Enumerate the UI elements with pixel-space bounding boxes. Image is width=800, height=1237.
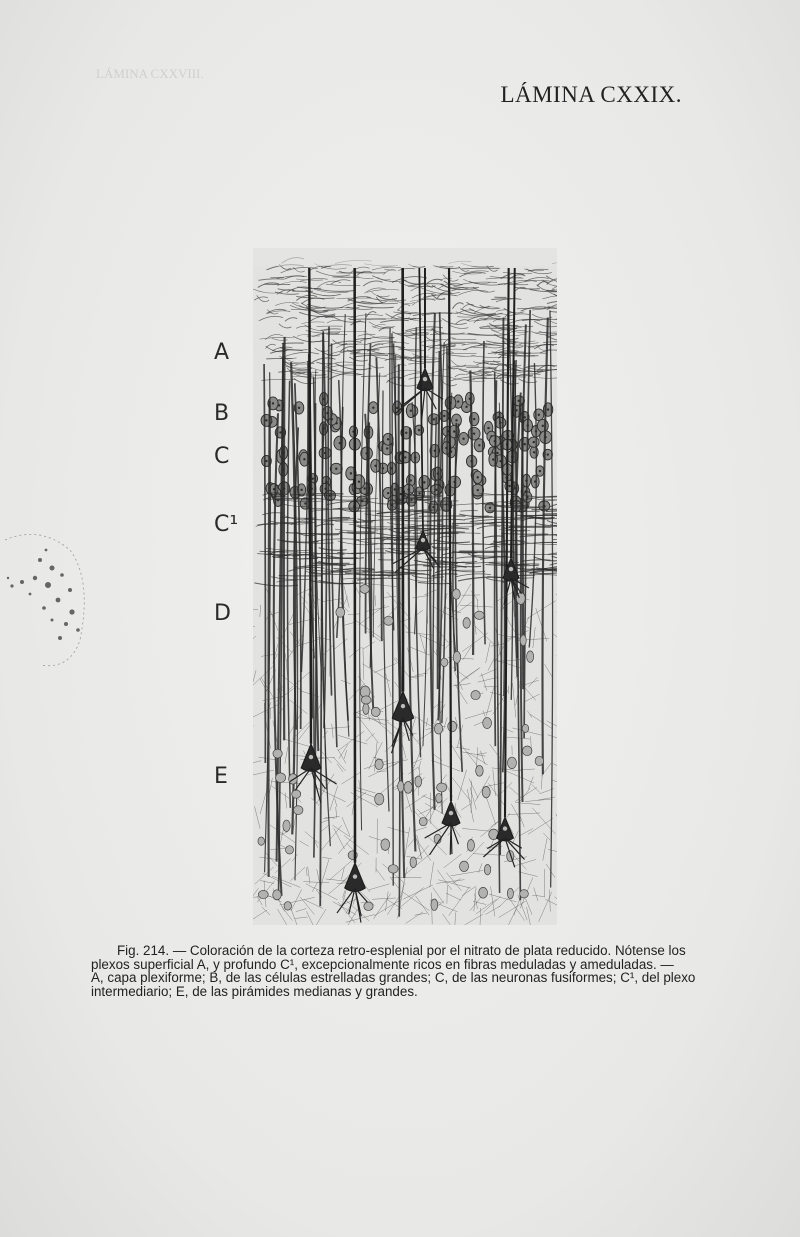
caption-line: intermediario; E, de las pirámides medianas y grandes. bbox=[91, 983, 418, 999]
bleed-through-title: LÁMINA CXXVIII. bbox=[96, 66, 204, 81]
layer-label-e: E bbox=[214, 764, 228, 789]
layer-label-c1: C¹ bbox=[214, 512, 239, 537]
caption-line: plexos superficial A, y profundo C¹, excepcionalmente ricos en fibras meduladas y ameduladas. — bbox=[91, 956, 674, 972]
layer-label-c: C bbox=[214, 444, 230, 469]
ink-stain bbox=[0, 520, 95, 680]
layer-label-d: D bbox=[214, 601, 231, 626]
plate-title: LÁMINA CXXIX. bbox=[500, 82, 682, 107]
layer-label-b: B bbox=[214, 401, 230, 426]
caption-line: Fig. 214. — Coloración de la corteza retro-esplenial por el nitrato de plata reducido. Nótense los bbox=[117, 943, 686, 958]
cortex-illustration bbox=[253, 248, 557, 925]
layer-label-a: A bbox=[214, 340, 230, 365]
caption-line: A, capa plexiforme; B, de las células estrelladas grandes; C, de las neuronas fusiformes; C¹, del plexo bbox=[91, 970, 696, 985]
figure-caption bbox=[91, 944, 706, 998]
